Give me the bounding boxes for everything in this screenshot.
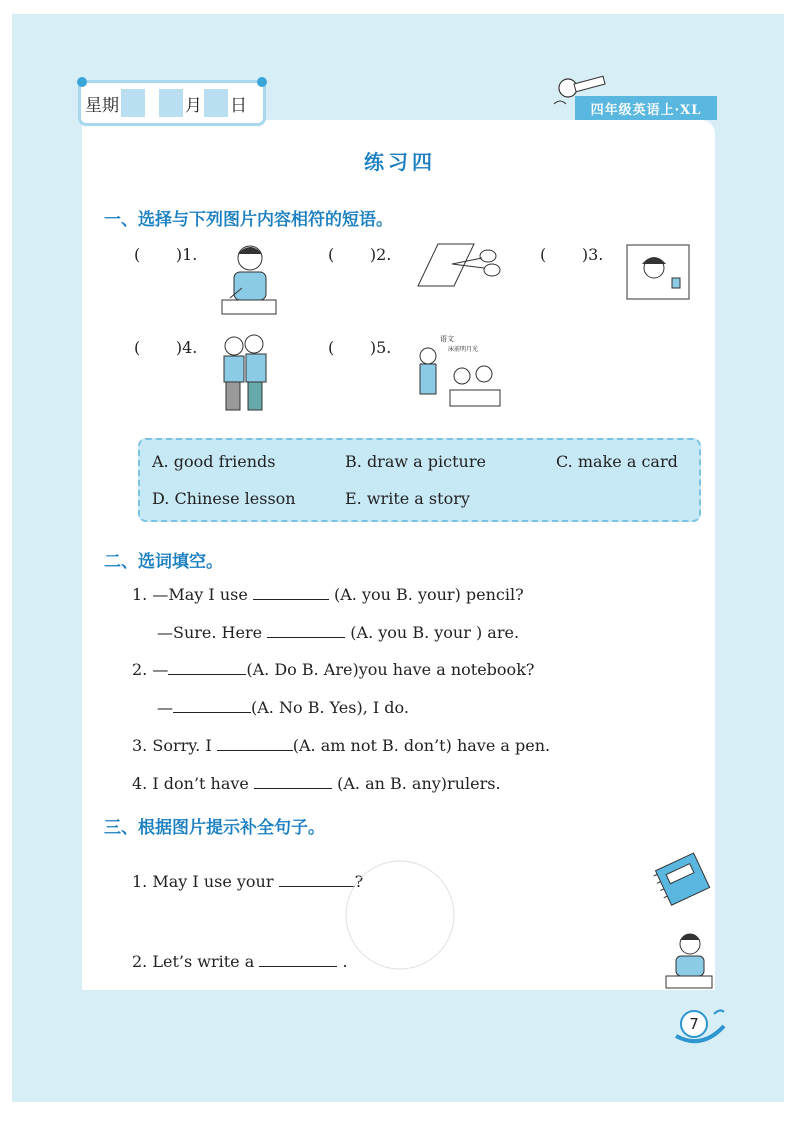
answer-blank[interactable] bbox=[254, 775, 332, 789]
fill-line-2b: — (A. No B. Yes), I do. bbox=[157, 698, 409, 717]
day-label: 日 bbox=[230, 95, 247, 116]
item-number: 5. bbox=[376, 338, 392, 357]
day-field[interactable] bbox=[204, 89, 228, 117]
fill-line-4: 4. I don’t have (A. an B. any)rulers. bbox=[132, 774, 501, 793]
classroom-image bbox=[414, 334, 504, 410]
answer-blank[interactable] bbox=[253, 586, 329, 600]
month-field[interactable] bbox=[159, 89, 183, 117]
boy-writing-image bbox=[220, 240, 278, 318]
answer-blank[interactable] bbox=[217, 737, 293, 751]
options-box bbox=[138, 438, 701, 522]
week-field[interactable] bbox=[121, 89, 145, 117]
fill-line-2: 2. — (A. Do B. Are)you have a notebook? bbox=[132, 660, 535, 679]
section3-heading: 三、根据图片提示补全句子。 bbox=[104, 818, 325, 838]
answer-paren[interactable]: ( )2. bbox=[328, 245, 392, 264]
week-label: 星期 bbox=[85, 95, 119, 116]
option-b: B. draw a picture bbox=[345, 452, 486, 471]
answer-paren[interactable]: ( )4. bbox=[134, 338, 198, 357]
boy-writing-image-small bbox=[664, 930, 714, 992]
item-number: 4. bbox=[182, 338, 198, 357]
date-box bbox=[78, 80, 266, 126]
option-d: D. Chinese lesson bbox=[152, 489, 296, 508]
fill-line-3: 3. Sorry. I (A. am not B. don’t) have a pen. bbox=[132, 736, 551, 755]
complete-line-2: 2. Let’s write a . bbox=[132, 952, 348, 971]
item-number: 3. bbox=[588, 245, 604, 264]
watermark-stamp bbox=[330, 850, 470, 980]
item-number: 2. bbox=[376, 245, 392, 264]
fill-line-1b: —Sure. Here (A. you B. your ) are. bbox=[157, 623, 520, 642]
answer-blank[interactable] bbox=[259, 953, 337, 967]
page-number: 7 bbox=[680, 1010, 708, 1038]
section1-heading: 一、选择与下列图片内容相符的短语。 bbox=[104, 210, 393, 230]
notebook-image bbox=[652, 852, 714, 908]
image-caption: 语文 bbox=[440, 335, 454, 343]
option-e: E. write a story bbox=[345, 489, 470, 508]
pin-icon bbox=[257, 77, 267, 87]
month-label: 月 bbox=[185, 95, 202, 116]
answer-blank[interactable] bbox=[267, 624, 345, 638]
grade-tag: 四年级英语上·XL bbox=[575, 96, 717, 120]
bottom-band bbox=[12, 996, 784, 1102]
answer-paren[interactable]: ( )5. bbox=[328, 338, 392, 357]
pin-icon bbox=[77, 77, 87, 87]
girl-drawing-image bbox=[626, 244, 690, 300]
complete-line-1: 1. May I use your ? bbox=[132, 872, 364, 891]
image-caption: 床前明月光 bbox=[448, 346, 479, 353]
answer-blank[interactable] bbox=[173, 699, 251, 713]
option-a: A. good friends bbox=[152, 452, 276, 471]
answer-blank[interactable] bbox=[168, 661, 246, 675]
option-c: C. make a card bbox=[556, 452, 678, 471]
two-friends-image bbox=[218, 334, 272, 412]
fill-line-1: 1. —May I use (A. you B. your) pencil? bbox=[132, 585, 524, 604]
answer-paren[interactable]: ( )1. bbox=[134, 245, 198, 264]
section2-heading: 二、选词填空。 bbox=[104, 552, 223, 572]
paper-scissors-image bbox=[412, 242, 502, 288]
page-title: 练习四 bbox=[364, 150, 436, 174]
item-number: 1. bbox=[182, 245, 198, 264]
answer-paren[interactable]: ( )3. bbox=[540, 245, 604, 264]
